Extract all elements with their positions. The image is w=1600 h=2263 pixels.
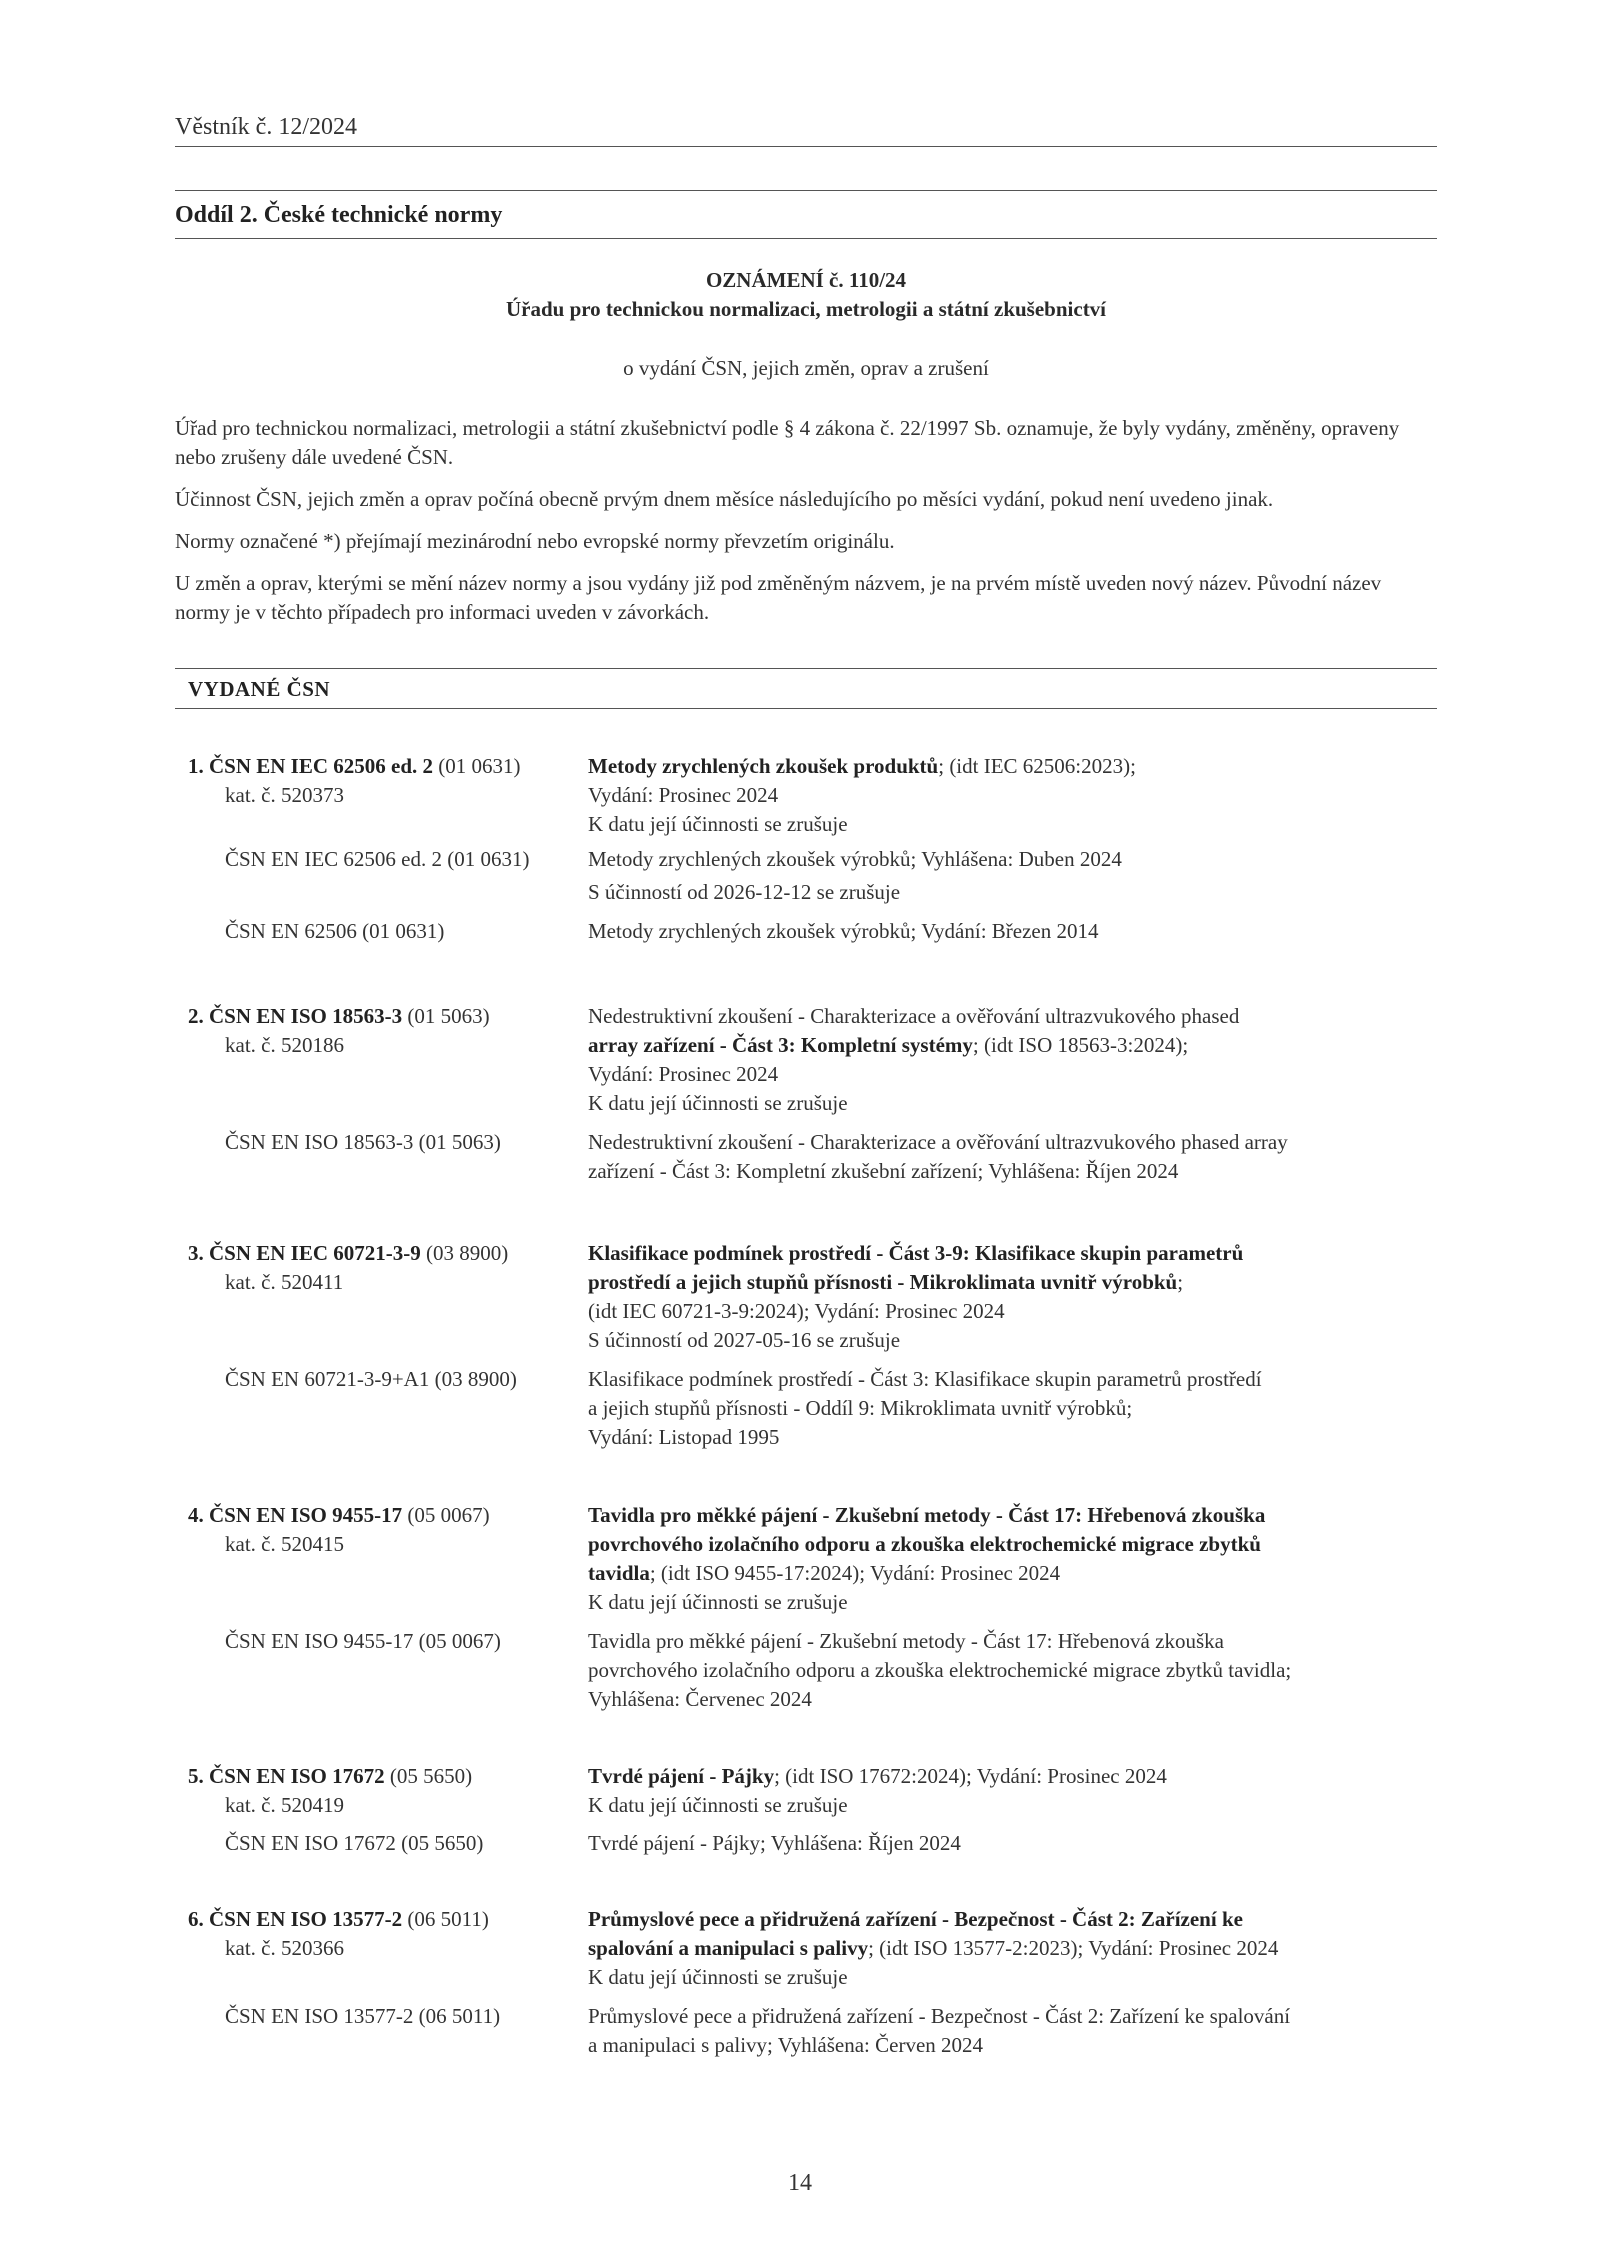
intro-paragraph-3: Normy označené *) přejímají mezinárodní nebo evropské normy převzetím originálu. — [175, 529, 895, 553]
notice-subtitle: o vydání ČSN, jejich změn, oprav a zrušení — [623, 356, 989, 380]
entry-cancels-note: K datu její účinnosti se zrušuje — [588, 1590, 848, 1614]
intro-paragraph-1: Úřad pro technickou normalizaci, metrologii a státní zkušebnictví podle § 4 zákona č. 22/1997 Sb. oznamuje, že byly vydány, změněny, opraveny nebo zrušeny dále uvedené ČSN. — [175, 416, 1400, 469]
section-top-rule — [175, 190, 1437, 191]
entry-title: Tavidla pro měkké pájení - Zkušební metody - Část 17: Hřebenová zkouška — [588, 1503, 1266, 1527]
entry-catalog-number: kat. č. 520186 — [225, 1033, 344, 1057]
running-head: Věstník č. 12/2024 — [175, 114, 357, 140]
entry-designation: 1. ČSN EN IEC 62506 ed. 2 (01 0631) — [188, 754, 521, 778]
entry-title-cont: tavidla; (idt ISO 9455-17:2024); Vydání: Prosinec 2024 — [588, 1561, 1061, 1585]
entry-cancels-note: K datu její účinnosti se zrušuje — [588, 1965, 848, 1989]
entry-catalog-number: kat. č. 520419 — [225, 1793, 344, 1817]
subsection-title: VYDANÉ ČSN — [188, 677, 331, 701]
section-bottom-rule — [175, 238, 1437, 239]
entry-title: Metody zrychlených zkoušek produktů; (idt IEC 62506:2023); — [588, 754, 1136, 778]
related-title: Metody zrychlených zkoušek výrobků; Vyhlášena: Duben 2024 — [588, 847, 1122, 871]
entry-cancels-note: K datu její účinnosti se zrušuje — [588, 812, 848, 836]
entry-cancels-note: K datu její účinnosti se zrušuje — [588, 1793, 848, 1817]
intro-paragraph-4: U změn a oprav, kterými se mění název normy a jsou vydány již pod změněným názvem, je na prvém místě uveden nový název. Původní název normy je v těchto případech pro informaci uveden v závorkách. — [175, 571, 1382, 624]
entry-issue: Vydání: Prosinec 2024 — [588, 1062, 779, 1086]
entry-title-cont: prostředí a jejich stupňů přísnosti - Mikroklimata uvnitř výrobků; — [588, 1270, 1184, 1294]
related-standard: ČSN EN ISO 9455-17 (05 0067) — [225, 1629, 501, 1653]
related-issue: Vyhlášena: Červenec 2024 — [588, 1687, 812, 1711]
entry-cancels-note: S účinností od 2027-05-16 se zrušuje — [588, 1328, 901, 1352]
related-title: Průmyslové pece a přidružená zařízení - Bezpečnost - Část 2: Zařízení ke spalování — [588, 2004, 1291, 2028]
related-standard: ČSN EN ISO 13577-2 (06 5011) — [225, 2004, 501, 2028]
entry-title: Nedestruktivní zkoušení - Charakterizace a ověřování ultrazvukového phased — [588, 1004, 1240, 1028]
entry-designation: 5. ČSN EN ISO 17672 (05 5650) — [188, 1764, 473, 1788]
related-standard: ČSN EN IEC 62506 ed. 2 (01 0631) — [225, 847, 530, 871]
related-title-cont: a manipulaci s palivy; Vyhlášena: Červen 2024 — [588, 2033, 984, 2057]
entry-title: Tvrdé pájení - Pájky; (idt ISO 17672:2024); Vydání: Prosinec 2024 — [588, 1764, 1167, 1788]
related-title-cont: a jejich stupňů přísnosti - Oddíl 9: Mikroklimata uvnitř výrobků; — [588, 1396, 1133, 1420]
notice-title: OZNÁMENÍ č. 110/24 — [705, 268, 907, 292]
entry-title-cont: spalování a manipulaci s palivy; (idt ISO 13577-2:2023); Vydání: Prosinec 2024 — [588, 1936, 1279, 1960]
entry-designation: 2. ČSN EN ISO 18563-3 (01 5063) — [188, 1004, 490, 1028]
related-standard: ČSN EN ISO 17672 (05 5650) — [225, 1831, 484, 1855]
related-title: Tavidla pro měkké pájení - Zkušební metody - Část 17: Hřebenová zkouška — [588, 1629, 1224, 1653]
section-title: Oddíl 2. České technické normy — [175, 202, 503, 228]
related-issue: Vydání: Listopad 1995 — [588, 1425, 780, 1449]
entry-catalog-number: kat. č. 520373 — [225, 783, 344, 807]
entry-title: Klasifikace podmínek prostředí - Část 3-9: Klasifikace skupin parametrů — [588, 1241, 1244, 1265]
page-number: 14 — [788, 2170, 812, 2196]
related-title-cont: zařízení - Část 3: Kompletní zkušební zařízení; Vyhlášena: Říjen 2024 — [588, 1159, 1179, 1183]
header-rule — [175, 146, 1437, 147]
entry-issue: (idt IEC 60721-3-9:2024); Vydání: Prosinec 2024 — [588, 1299, 1005, 1323]
entry-cancels-note: K datu její účinnosti se zrušuje — [588, 1091, 848, 1115]
subsection-bottom-rule — [175, 708, 1437, 709]
entry-issue: Vydání: Prosinec 2024 — [588, 783, 779, 807]
entry-designation: 4. ČSN EN ISO 9455-17 (05 0067) — [188, 1503, 490, 1527]
entry-title-cont: povrchového izolačního odporu a zkouška elektrochemické migrace zbytků — [588, 1532, 1261, 1556]
entry-designation: 3. ČSN EN IEC 60721-3-9 (03 8900) — [188, 1241, 509, 1265]
entry-designation: 6. ČSN EN ISO 13577-2 (06 5011) — [188, 1907, 489, 1931]
related-standard: ČSN EN 60721-3-9+A1 (03 8900) — [225, 1367, 517, 1391]
subsection-top-rule — [175, 668, 1437, 669]
entry-catalog-number: kat. č. 520366 — [225, 1936, 344, 1960]
entry-catalog-number: kat. č. 520415 — [225, 1532, 344, 1556]
related-title: Klasifikace podmínek prostředí - Část 3: Klasifikace skupin parametrů prostředí — [588, 1367, 1262, 1391]
notice-issuer: Úřadu pro technickou normalizaci, metrologii a státní zkušebnictví — [505, 297, 1107, 321]
intro-paragraph-2: Účinnost ČSN, jejich změn a oprav počíná obecně prvým dnem měsíce následujícího po měsíci vydání, pokud není uvedeno jinak. — [175, 487, 1274, 511]
related-note: S účinností od 2026-12-12 se zrušuje — [588, 880, 901, 904]
related-title: Metody zrychlených zkoušek výrobků; Vydání: Březen 2014 — [588, 919, 1099, 943]
related-standard: ČSN EN 62506 (01 0631) — [225, 919, 445, 943]
entry-title-cont: array zařízení - Část 3: Kompletní systémy; (idt ISO 18563-3:2024); — [588, 1033, 1189, 1057]
related-title-cont: povrchového izolačního odporu a zkouška elektrochemické migrace zbytků tavidla; — [588, 1658, 1292, 1682]
related-title: Tvrdé pájení - Pájky; Vyhlášena: Říjen 2024 — [588, 1831, 961, 1855]
entry-title: Průmyslové pece a přidružená zařízení - Bezpečnost - Část 2: Zařízení ke — [588, 1907, 1243, 1931]
related-standard: ČSN EN ISO 18563-3 (01 5063) — [225, 1130, 501, 1154]
entry-catalog-number: kat. č. 520411 — [225, 1270, 344, 1294]
related-title: Nedestruktivní zkoušení - Charakterizace a ověřování ultrazvukového phased array — [588, 1130, 1288, 1154]
